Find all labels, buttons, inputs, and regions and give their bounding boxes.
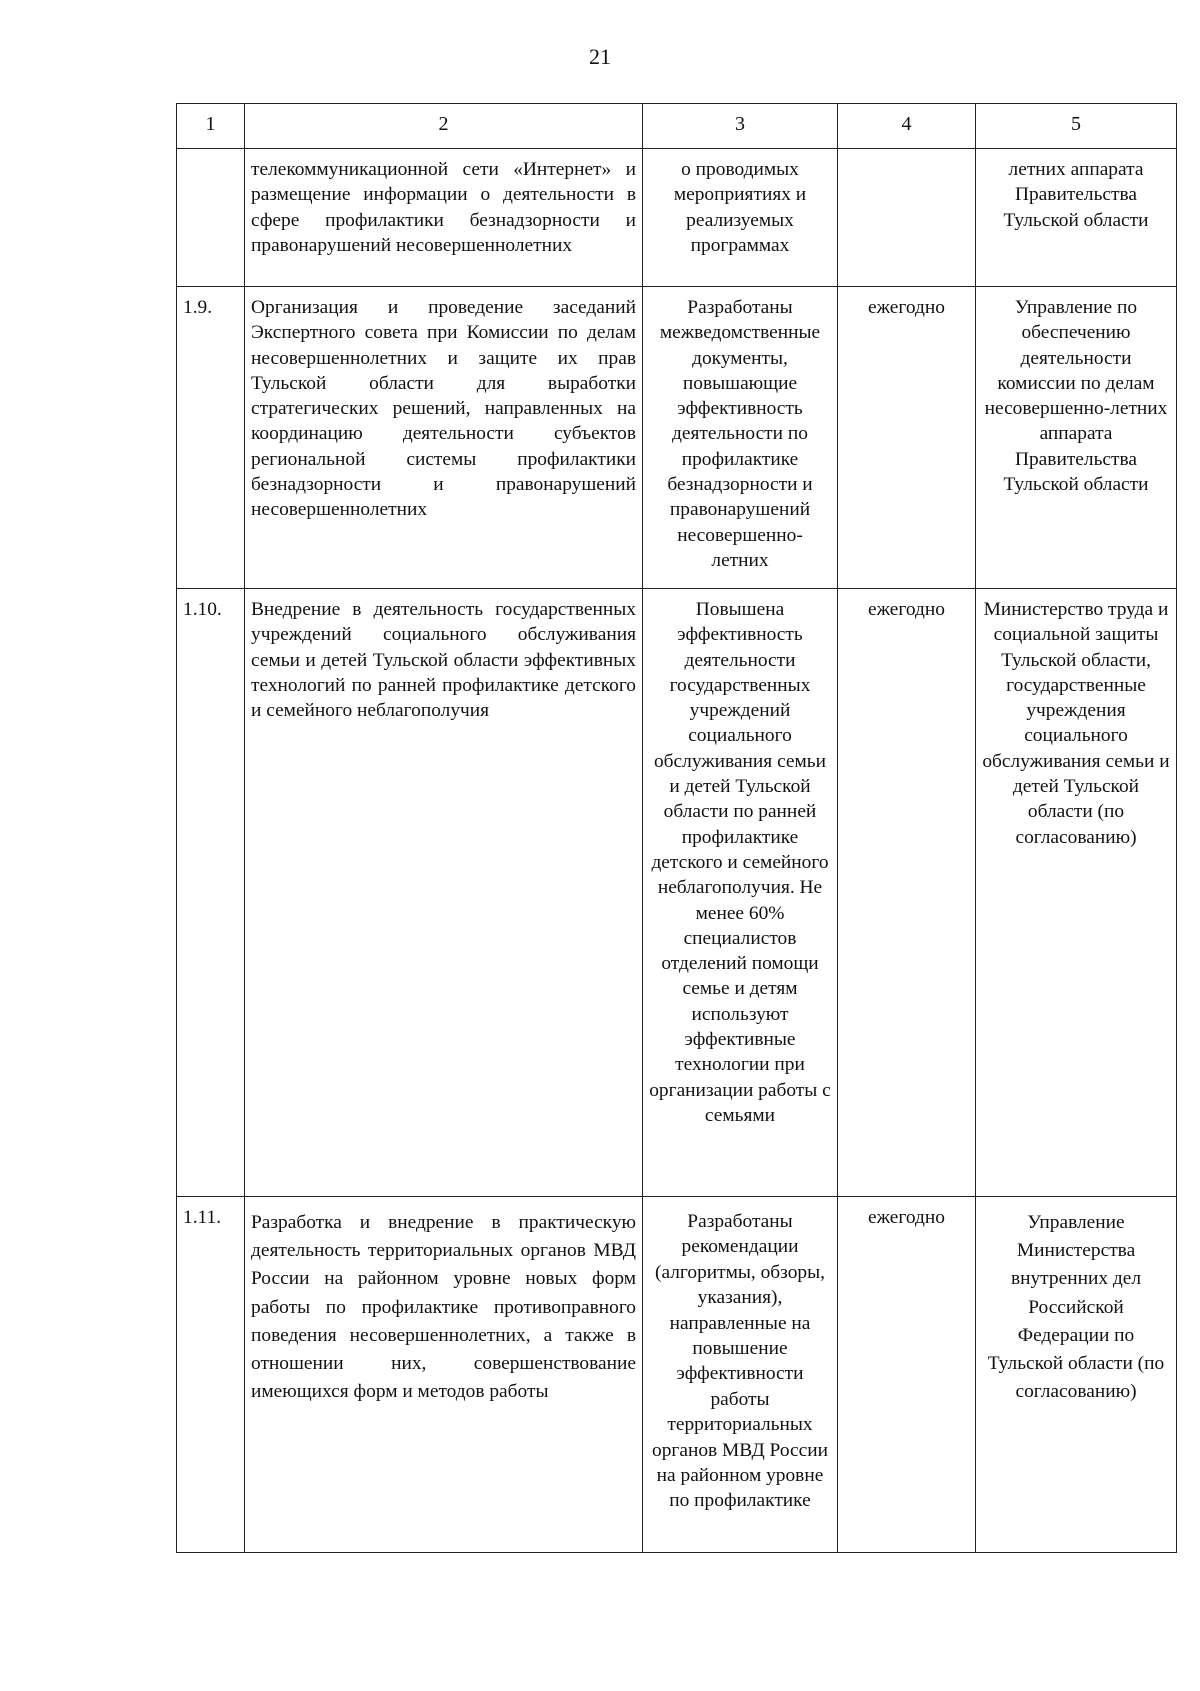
table-row [177, 287, 1177, 589]
row-action: Разработка и внедрение в практическую деятельность территориальных органов МВД России на районном уровне новых форм работы по профилактике противоправного поведения несовершеннолетних, а также в отношении них, совершенствование имеющихся форм и методов работы [245, 1197, 643, 1553]
row-action: Организация и проведение заседаний Экспертного совета при Комиссии по делам несовершеннолетних и защите их прав Тульской области для выработки стратегических решений, направленных на координацию деятельности субъектов региональной системы профилактики безнадзорности и правонарушений несовершеннолетних [245, 287, 643, 589]
action-plan-table [176, 103, 1177, 1553]
row-number: 1.9. [177, 287, 245, 589]
column-header: 4 [838, 104, 976, 149]
row-action: телекоммуникационной сети «Интернет» и размещение информации о деятельности в сфере профилактики безнадзорности и правонарушений несовершеннолетних [245, 149, 643, 287]
column-header: 5 [976, 104, 1177, 149]
row-number [177, 149, 245, 287]
row-term: ежегодно [838, 287, 976, 589]
table-header-row [177, 104, 1177, 149]
row-responsible: Управление Министерства внутренних дел Российской Федерации по Тульской области (по согласованию) [976, 1197, 1177, 1553]
table-row [177, 149, 1177, 287]
row-result: о проводимых мероприятиях и реализуемых программах [643, 149, 838, 287]
row-term [838, 149, 976, 287]
row-number: 1.10. [177, 589, 245, 1197]
row-action: Внедрение в деятельность государственных учреждений социального обслуживания семьи и детей Тульской области эффективных технологий по ранней профилактике детского и семейного неблагополучия [245, 589, 643, 1197]
table-row [177, 589, 1177, 1197]
row-result: Повышена эффективность деятельности государственных учреждений социального обслуживания семьи и детей Тульской области по ранней профилактике детского и семейного неблагополучия. Не менее 60% специалистов отделений помощи семье и детям используют эффективные технологии при организации работы с семьями [643, 589, 838, 1197]
row-responsible: летних аппарата Правительства Тульской области [976, 149, 1177, 287]
row-responsible: Управление по обеспечению деятельности комиссии по делам несовершенно-летних аппарата Правительства Тульской области [976, 287, 1177, 589]
table-row [177, 1197, 1177, 1553]
column-header: 3 [643, 104, 838, 149]
row-term: ежегодно [838, 1197, 976, 1553]
row-result: Разработаны межведомственные документы, повышающие эффективность деятельности по профилактике безнадзорности и правонарушений несовершенно-летних [643, 287, 838, 589]
row-term: ежегодно [838, 589, 976, 1197]
row-responsible: Министерство труда и социальной защиты Тульской области, государственные учреждения социального обслуживания семьи и детей Тульской области (по согласованию) [976, 589, 1177, 1197]
page-number: 21 [589, 44, 611, 69]
column-header: 2 [245, 104, 643, 149]
column-header: 1 [177, 104, 245, 149]
row-number: 1.11. [177, 1197, 245, 1553]
row-result: Разработаны рекомендации (алгоритмы, обзоры, указания), направленные на повышение эффективности работы территориальных органов МВД России на районном уровне по профилактике [643, 1197, 838, 1553]
